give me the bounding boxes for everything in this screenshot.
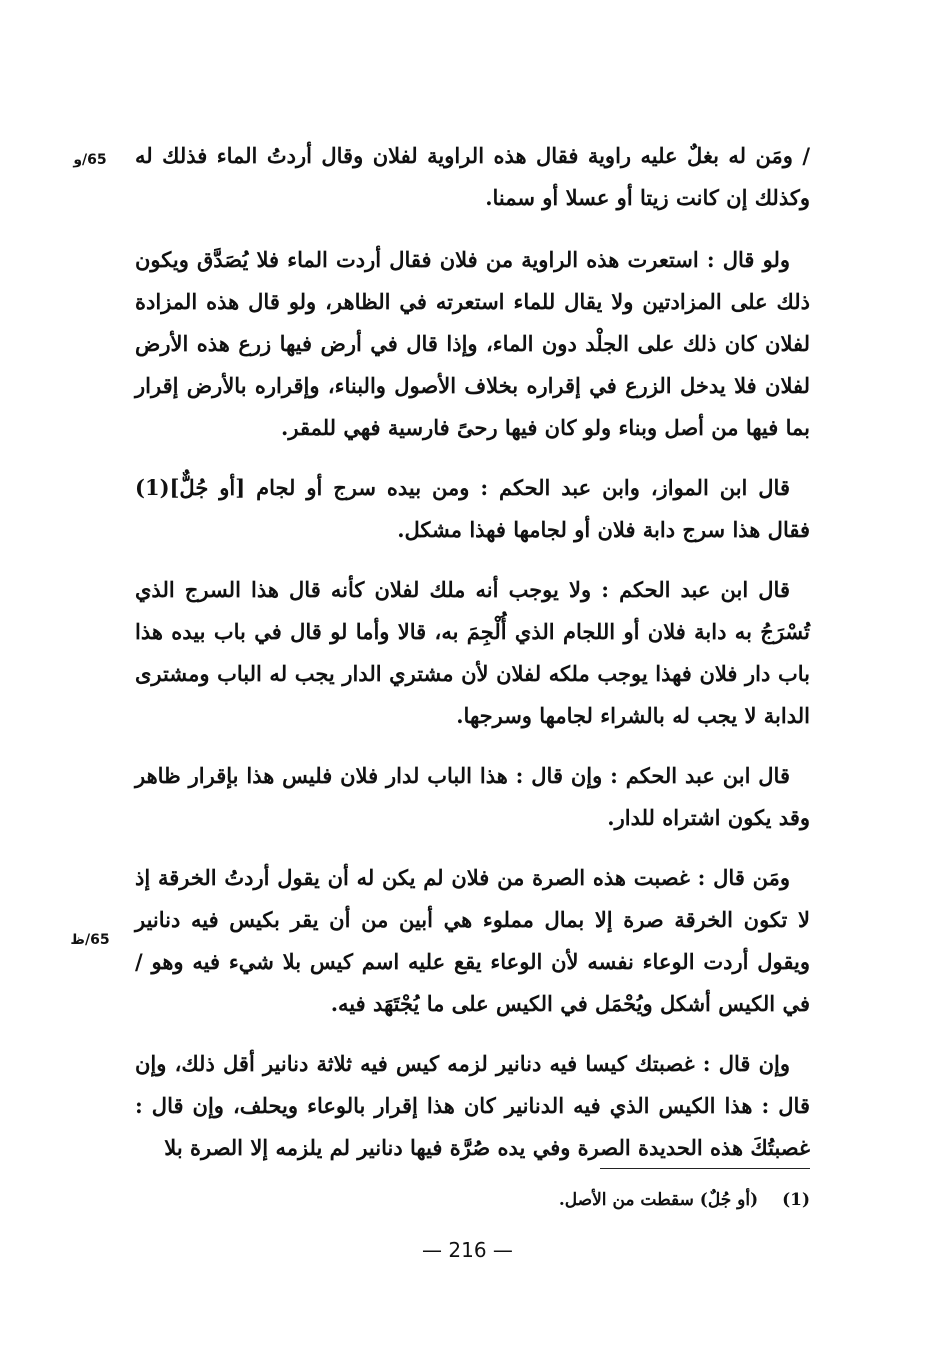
page-number: — 216 —: [422, 1238, 513, 1262]
paragraph-1: / ومَن له بغلٌ عليه راوية فقال هذه الراوية لفلان وقال أردتُ الماء فذلك له وكذلك إن كانت زيتا أو عسلا أو سمنا.: [135, 143, 810, 210]
paragraph-5: قال ابن عبد الحكم : وإن قال : هذا الباب لدار فلان فليس هذا بإقرار ظاهر وقد يكون اشتراه للدار.: [135, 763, 810, 830]
margin-note-folio-recto: 65/و: [73, 152, 107, 168]
paragraph-7: وإن قال : غصبتك كيسا فيه دنانير لزمه كيس فيه ثلاثة دنانير أقل ذلك، وإن قال : هذا الكيس الذي فيه الدنانير كان هذا إقرار بالوعاء ويحلف، وإن قال : غصبتُكَ هذه الحديدة الصرة وفي يده صُرَّة فيها دنانير لم يلزمه إلا الصرة بلا: [135, 1051, 810, 1160]
margin-note-folio-verso: 65/ظ: [70, 932, 110, 948]
footnote-text: (أو جُلٌ) سقطت من الأصل.: [558, 1190, 759, 1210]
footnote: [400, 1186, 810, 1214]
footnote-divider: [600, 1168, 810, 1169]
body-text: [135, 135, 810, 1169]
paragraph-3: قال ابن المواز، وابن عبد الحكم : ومن بيده سرج أو لجام [أو جُلٌّ](1) فقال هذا سرج دابة فلان أو لجامها فهذا مشكل.: [135, 475, 810, 542]
footnote-number: (1): [782, 1190, 810, 1210]
paragraph-6: ومَن قال : غصبت هذه الصرة من فلان لم يكن له أن يقول أردتُ الخرقة إذ لا تكون الخرقة صرة إلا بمال مملوء هي أبين من أن يقر بكيس فيه دنانير ويقول أردت الوعاء نفسه لأن الوعاء يقع عليه اسم كيس بلا شيء فيه وهو / في الكيس أشكل ويُحْمَل في الكيس على ما يُجْتَهَد فيه.: [135, 865, 810, 1016]
paragraph-2: ولو قال : استعرت هذه الراوية من فلان فقال أردت الماء فلا يُصَدَّق ويكون ذلك على المزادتين ولا يقال للماء استعرته في الظاهر، ولو قال هذه المزادة لفلان كان ذلك على الجلْد دون الماء، وإذا قال في أرض فيها زرع هذه الأرض لفلان فلا يدخل الزرع في إقراره بخلاف الأصول والبناء، وإقراره بالأرض إقرار بما فيها من أصل وبناء ولو كان فيها رحىً فارسية فهي للمقر.: [135, 247, 810, 440]
paragraph-4: قال ابن عبد الحكم : ولا يوجب أنه ملك لفلان كأنه قال هذا السرج الذي تُسْرَجُ به دابة فلان أو اللجام الذي أُلْجِمَ به، قالا وأما لو قال في باب بيده هذا باب دار فلان فهذا يوجب ملكه لفلان لأن مشتري الدار يجب له الباب ومشترى الدابة لا يجب له بالشراء لجامها وسرجها.: [135, 577, 810, 728]
